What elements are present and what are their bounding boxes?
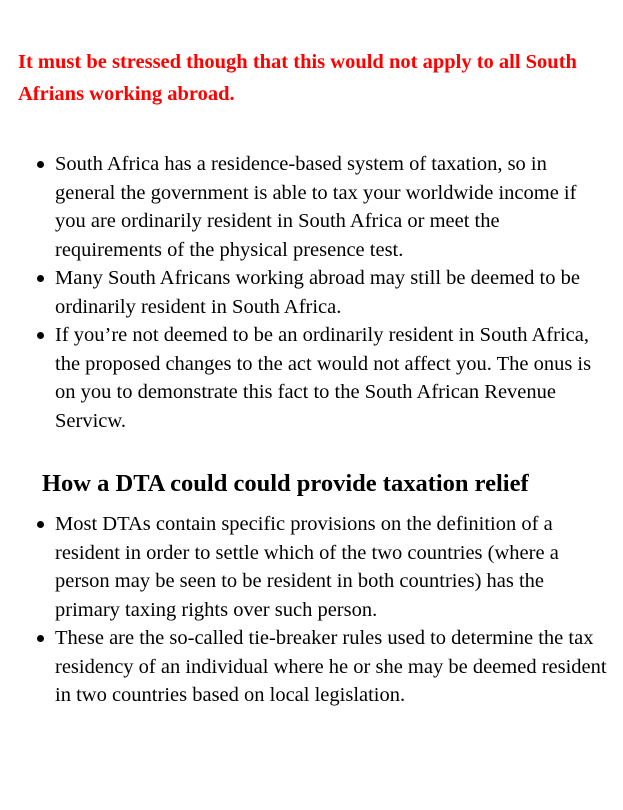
- bullet-icon: [37, 332, 44, 339]
- residence-bullet-list: [0, 150, 623, 435]
- bullet-icon: [37, 161, 44, 168]
- bullet-icon: [37, 521, 44, 528]
- list-item: [0, 321, 623, 435]
- list-item: [0, 150, 623, 264]
- list-item-text: Most DTAs contain specific provisions on the definition of a resident in order to settle which of the two countries (where a person may be seen to be resident in both countries) has the primary taxing rights over such person.: [55, 513, 559, 621]
- section-heading: How a DTA could could provide taxation relief: [42, 470, 529, 497]
- list-item-text: Many South Africans working abroad may still be deemed to be ordinarily resident in South Africa.: [55, 267, 580, 318]
- bullet-icon: [37, 635, 44, 642]
- list-item-text: South Africa has a residence-based system of taxation, so in general the government is able to tax your worldwide income if you are ordinarily resident in South Africa or meet the requirements of the physical presence test.: [55, 153, 577, 261]
- list-item: [0, 510, 623, 624]
- list-item-text: These are the so-called tie-breaker rules used to determine the tax residency of an individual where he or she may be deemed resident in two countries based on local legislation.: [55, 627, 607, 706]
- dta-bullet-list: [0, 510, 623, 710]
- list-item-text: If you’re not deemed to be an ordinarily resident in South Africa, the proposed changes to the act would not affect you. The onus is on you to demonstrate this fact to the South African Revenue Servicw.: [55, 324, 592, 432]
- list-item: [0, 624, 623, 710]
- intro-warning: It must be stressed though that this would not apply to all South Afrians working abroad.: [18, 51, 577, 105]
- bullet-icon: [37, 275, 44, 282]
- list-item: [0, 264, 623, 321]
